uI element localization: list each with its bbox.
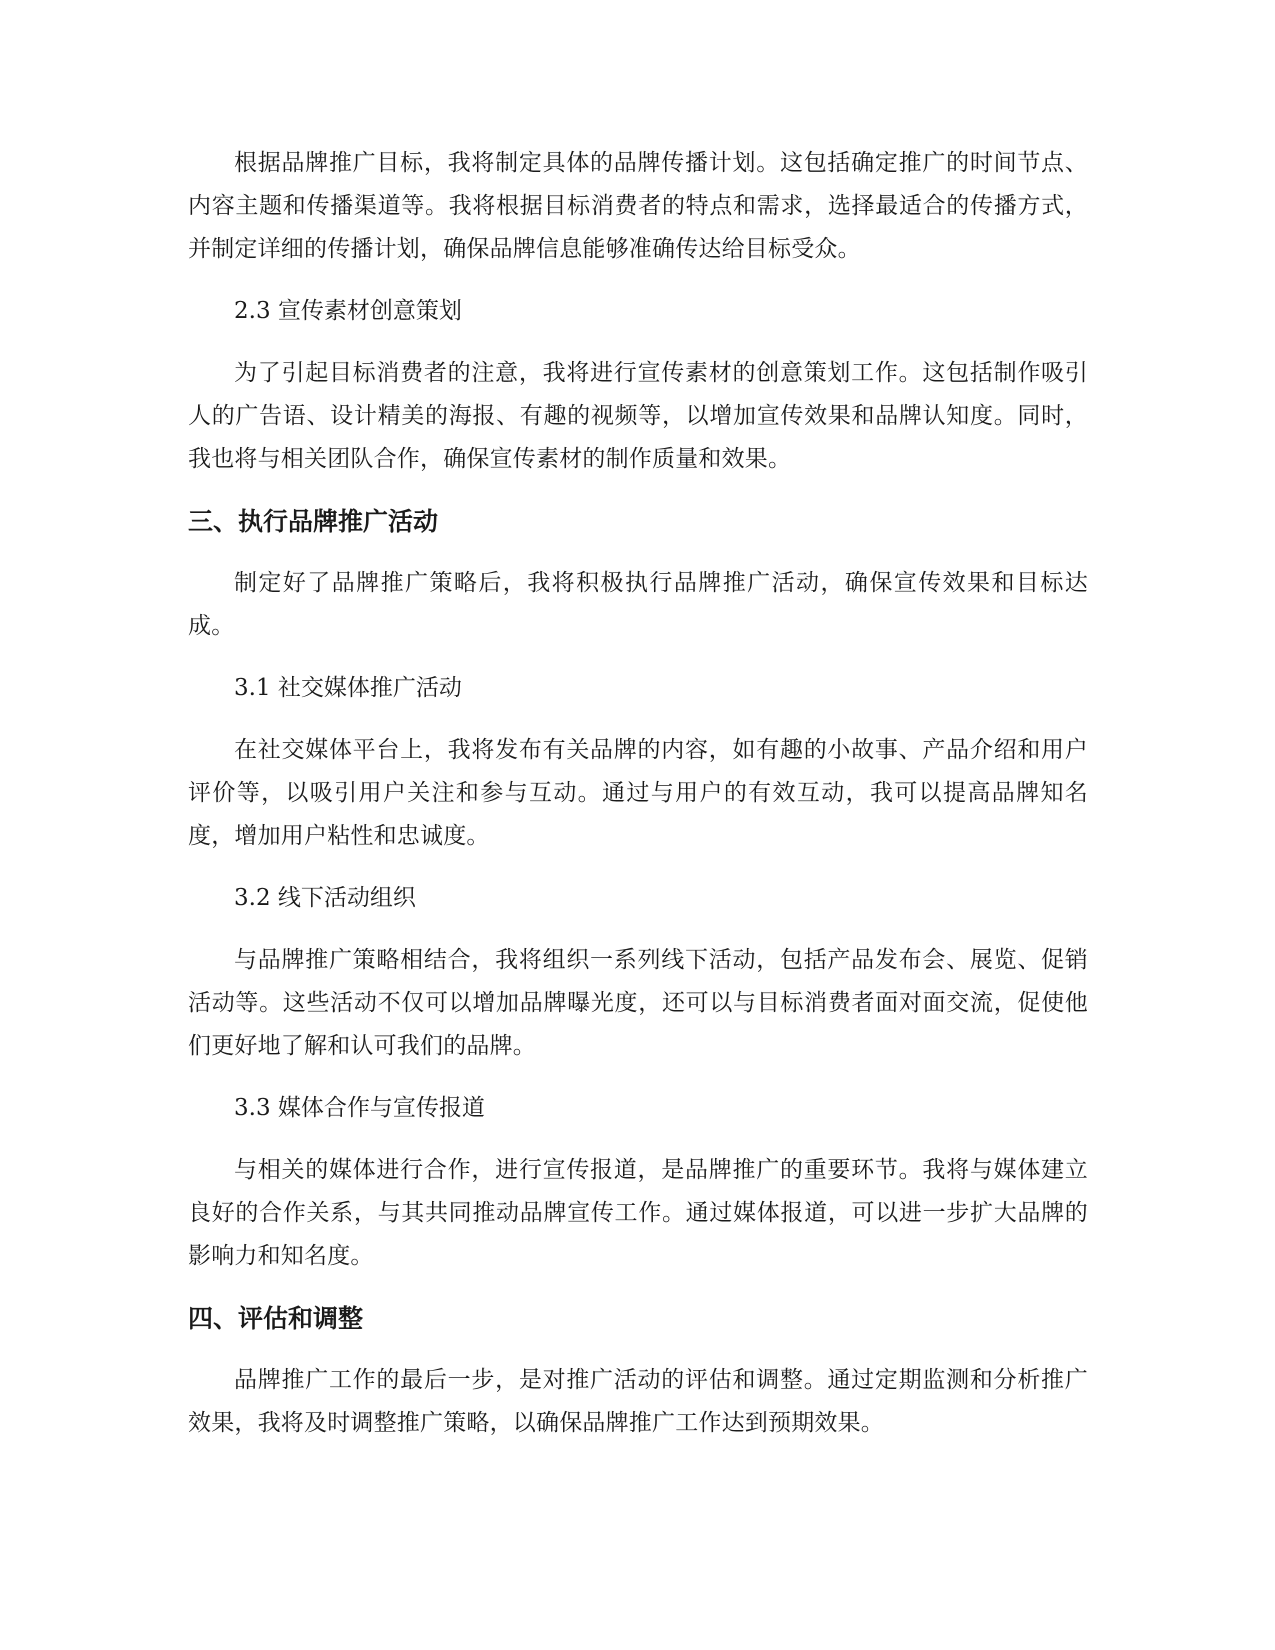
paragraph-propagation-plan: 根据品牌推广目标，我将制定具体的品牌传播计划。这包括确定推广的时间节点、内容主题和传播渠道等。我将根据目标消费者的特点和需求，选择最适合的传播方式，并制定详细的传播计划，确保品牌信息能够准确传达给目标受众。 [188,150,1088,262]
section-heading-3: 三、执行品牌推广活动 [188,507,439,536]
subheading-3-2: 3.2 线下活动组织 [234,885,416,911]
paragraph-offline-events: 与品牌推广策略相结合，我将组织一系列线下活动，包括产品发布会、展览、促销活动等。这些活动不仅可以增加品牌曝光度，还可以与目标消费者面对面交流，促使他们更好地了解和认可我们的品牌。 [188,947,1088,1059]
document-page [188,142,1088,1464]
subheading-3-1: 3.1 社交媒体推广活动 [234,675,462,701]
paragraph-creative-materials: 为了引起目标消费者的注意，我将进行宣传素材的创意策划工作。这包括制作吸引人的广告语、设计精美的海报、有趣的视频等，以增加宣传效果和品牌认知度。同时，我也将与相关团队合作，确保宣传素材的制作质量和效果。 [188,360,1088,472]
paragraph-media-cooperation: 与相关的媒体进行合作，进行宣传报道，是品牌推广的重要环节。我将与媒体建立良好的合作关系，与其共同推动品牌宣传工作。通过媒体报道，可以进一步扩大品牌的影响力和知名度。 [188,1157,1088,1269]
paragraph-evaluation: 品牌推广工作的最后一步，是对推广活动的评估和调整。通过定期监测和分析推广效果，我将及时调整推广策略，以确保品牌推广工作达到预期效果。 [188,1367,1088,1436]
paragraph-social-media: 在社交媒体平台上，我将发布有关品牌的内容，如有趣的小故事、产品介绍和用户评价等，以吸引用户关注和参与互动。通过与用户的有效互动，我可以提高品牌知名度，增加用户粘性和忠诚度。 [188,737,1088,849]
subheading-2-3: 2.3 宣传素材创意策划 [234,298,462,324]
subheading-3-3: 3.3 媒体合作与宣传报道 [234,1095,485,1121]
section-heading-4: 四、评估和调整 [188,1304,364,1333]
paragraph-execute-intro: 制定好了品牌推广策略后，我将积极执行品牌推广活动，确保宣传效果和目标达成。 [188,570,1088,639]
